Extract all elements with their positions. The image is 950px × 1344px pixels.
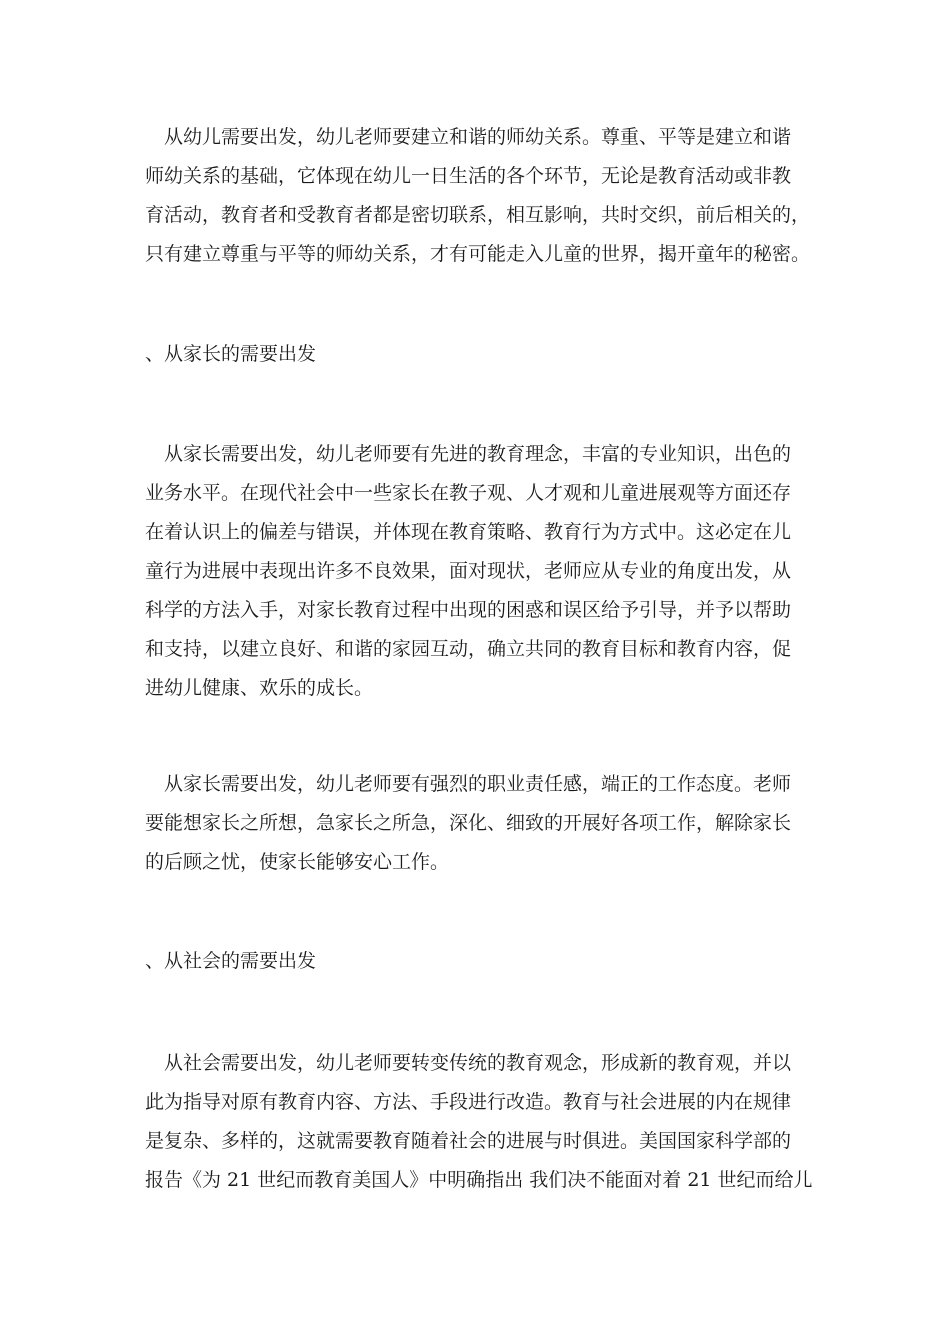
text-line: 报告《为 21 世纪而教育美国人》中明确指出 我们决不能面对着 21 世纪而给儿: [145, 1169, 813, 1191]
text-line: 进幼儿健康、欢乐的成长。: [145, 677, 374, 699]
section-heading-parents: 、从家长的需要出发: [145, 343, 317, 365]
text-line: 科学的方法入手，对家长教育过程中出现的困惑和误区给予引导，并予以帮助: [145, 599, 792, 621]
text-line: 从社会需要出发，幼儿老师要转变传统的教育观念，形成新的教育观，并以: [145, 1052, 792, 1074]
text-line: 在着认识上的偏差与错误，并体现在教育策略、教育行为方式中。这必定在儿: [145, 521, 792, 543]
text-line: 师幼关系的基础，它体现在幼儿一日生活的各个环节，无论是教育活动或非教: [145, 165, 792, 187]
text-line: 此为指导对原有教育内容、方法、手段进行改造。教育与社会进展的内在规律: [145, 1091, 792, 1113]
paragraph-society-needs: [145, 1044, 813, 1200]
text-line: 从家长需要出发，幼儿老师要有先进的教育理念，丰富的专业知识，出色的: [145, 443, 792, 465]
text-line: 业务水平。在现代社会中一些家长在教子观、人才观和儿童进展观等方面还存: [145, 482, 792, 504]
text-line: 从幼儿需要出发，幼儿老师要建立和谐的师幼关系。尊重、平等是建立和谐: [145, 126, 792, 148]
text-line: 和支持，以建立良好、和谐的家园互动，确立共同的教育目标和教育内容，促: [145, 638, 792, 660]
paragraph-professional-responsibility: [145, 765, 805, 882]
text-line: 从家长需要出发，幼儿老师要有强烈的职业责任感，端正的工作态度。老师: [145, 773, 792, 795]
paragraph-teacher-child-relationship: [145, 118, 811, 274]
text-line: 要能想家长之所想，急家长之所急，深化、细致的开展好各项工作，解除家长: [145, 812, 792, 834]
text-line: 的后顾之忧，使家长能够安心工作。: [145, 851, 450, 873]
section-heading-society: 、从社会的需要出发: [145, 950, 317, 972]
text-line: 童行为进展中表现出许多不良效果，面对现状，老师应从专业的角度出发，从: [145, 560, 792, 582]
text-line: 只有建立尊重与平等的师幼关系，才有可能走入儿童的世界，揭开童年的秘密。: [145, 243, 811, 265]
text-line: 是复杂、多样的，这就需要教育随着社会的进展与时俱进。美国国家科学部的: [145, 1130, 792, 1152]
paragraph-parents-needs: [145, 435, 805, 708]
text-line: 育活动，教育者和受教育者都是密切联系，相互影响，共时交织，前后相关的，: [145, 204, 811, 226]
